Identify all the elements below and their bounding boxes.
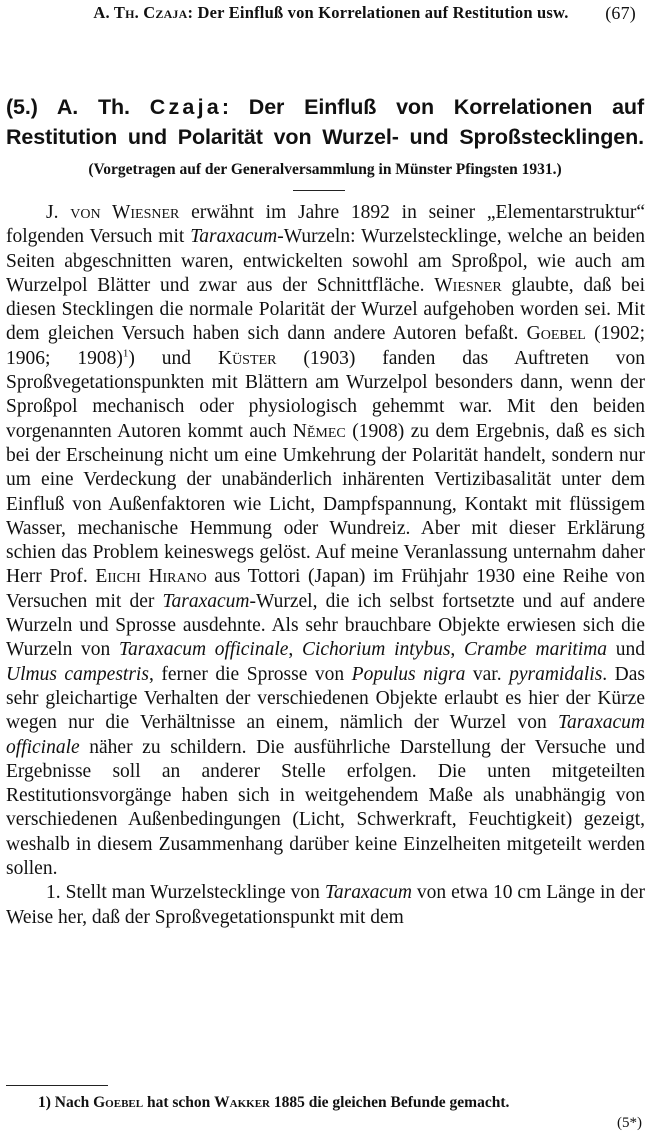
article-title [6, 92, 644, 152]
title-author-initials: A. Th. [56, 95, 130, 119]
text-run: ) und [128, 347, 218, 369]
text-run: (1908) zu dem Ergebnis, daß es sich bei der Erscheinung nicht um eine Umkehrung der Polarität handelt, sondern nur um eine Verdeckung der unabänderlich inhärenten Vertizibasalität unter dem Einfluß von Außenfaktoren wie Licht, Dampfspannung, Kontakt mit flüssigem Wasser, mechanische Hemmung oder Wundreiz. Aber mit dieser Erklärung schien das Problem keineswegs gelöst. Auf meine Veranlassung unternahm daher Herr Prof. [6, 420, 645, 588]
species-name: Taraxacum officinale [6, 712, 645, 758]
text-run: var. [465, 663, 510, 685]
author-ref: Goebel [526, 323, 586, 345]
footnote-rule [6, 1085, 108, 1086]
title-divider [293, 190, 345, 191]
text-run: glaubte, daß bei diesen Stecklingen die normale Polarität der Wurzel aufgehoben worden sei. Mit dem gleichen Versuch haben sich dann andere Autoren befaßt. [6, 274, 645, 345]
text-run: -Wurzeln: Wurzelstecklinge, welche an beiden Seiten abgeschnitten waren, entwickelten sowohl am Sproßpol, wie auch am Wurzelpol Blätter und zwar aus der Schnittfläche. [6, 226, 646, 296]
text-run: -Wurzel, die ich selbst fortsetzte und auf andere Wurzeln und Sprosse ausdehnte. Als sehr brauchbare Objekte erwiesen sich die Wurzeln von [6, 590, 645, 661]
text-run: aus Tottori (Japan) im Frühjahr 1930 eine Reihe von Versuchen mit der [6, 566, 646, 612]
title-number: (5.) [6, 95, 38, 119]
running-head-text: Der Einfluß von Korrelationen auf Restitution usw. [197, 3, 569, 22]
footnote [38, 1093, 642, 1113]
paragraph-2 [6, 881, 645, 930]
text-run: näher zu schildern. Die ausführliche Darstellung der Versuche und Ergebnisse soll an anderer Stelle erfolgen. Die unten mitgeteilten Restitutionsvorgänge haben sich in weitgehendem Maße als unabhängig von verschiedenen Außenbedingungen (Licht, Schwerkraft, Feuchtigkeit) gezeigt, weshalb in diesem Zusammenhang darüber keine Einzelheiten mitgeteilt werden sollen. [6, 736, 645, 880]
text-run: 1. Stellt man Wurzelstecklinge von [46, 882, 325, 904]
text-run: (1903) fanden das Auftreten von Sproßvegetationspunkten mit Blättern am Wurzelpol besonders dann, wenn der Sproßpol mechanisch oder physiologisch gehemmt war. Mit den beiden vorgenannten Autoren kommt auch [6, 347, 645, 442]
subtitle: (Vorgetragen auf der Generalversammlung in Münster Pfingsten 1931.) [88, 161, 562, 178]
text-run: 1885 die gleichen Befunde gemacht. [270, 1094, 510, 1111]
page-number: (67) [605, 3, 636, 23]
text-run: und [607, 639, 645, 661]
text-run: , [288, 639, 302, 661]
species-name: pyramidalis [509, 663, 603, 685]
author-ref: Wiesner [434, 274, 502, 296]
running-head [26, 0, 636, 26]
author-ref: Wakker [214, 1094, 270, 1111]
text-run: , ferner die Sprosse von [148, 663, 352, 685]
species-name: Cichorium intybus [301, 639, 451, 661]
text-run: . Das sehr gleichartige Verhalten der verschiedenen Objekte erlaubt es hier der Kürze wegen nur die Verhältnisse an einem, nämlich der Wurzel von [6, 663, 645, 734]
author-ref: Eiichi Hirano [95, 566, 207, 588]
text-run: erwähnt im Jahre 1892 in seiner „Elementarstruktur“ folgenden Versuch mit [6, 202, 645, 248]
text-run: hat schon [143, 1094, 215, 1111]
species-name: Taraxacum [324, 882, 412, 904]
running-head-author: A. Th. Czaja: [93, 3, 194, 22]
title-text-line2: Restitution und Polarität von Wurzel- und Sproßstecklingen. [6, 125, 644, 149]
text-run: von etwa 10 cm Länge in der Weise her, daß der Sproßvegetationspunkt mit dem [6, 882, 646, 928]
signature-mark: (5*) [617, 1115, 642, 1131]
title-text-line1: : Der Einfluß von Korrelationen auf [221, 95, 645, 119]
text-run: Nach [50, 1094, 94, 1111]
author-ref: Němec [292, 420, 346, 442]
species-name: Crambe maritima [464, 639, 608, 661]
author-ref: Küster [217, 347, 277, 369]
title-author-name: Czaja [149, 95, 222, 119]
author-ref: J. von Wiesner [46, 202, 180, 223]
footnote-reference: 1 [122, 347, 129, 360]
species-name: Taraxacum officinale [119, 639, 289, 661]
text-run: (1902; 1906; 1908) [6, 323, 645, 369]
species-name: Taraxacum [162, 590, 250, 612]
species-name: Taraxacum [190, 226, 278, 248]
article-body [6, 201, 645, 930]
footnote-marker: 1) [38, 1094, 51, 1111]
author-ref: Goebel [93, 1094, 144, 1111]
paragraph-1 [6, 201, 645, 881]
species-name: Ulmus campestris [6, 663, 149, 685]
species-name: Populus nigra [351, 663, 466, 685]
text-run: , [450, 639, 464, 661]
